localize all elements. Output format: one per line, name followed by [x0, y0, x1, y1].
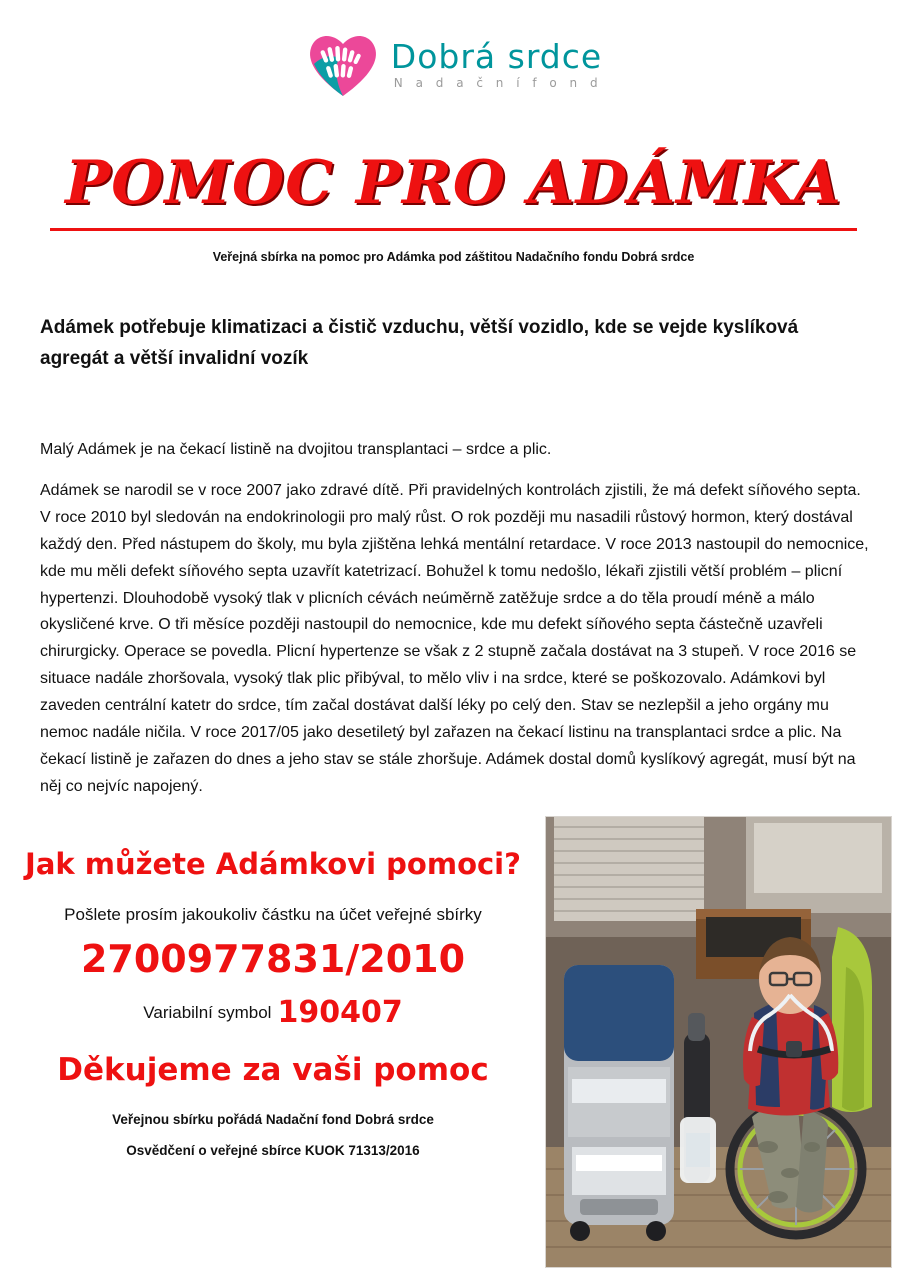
page-subtitle: Veřejná sbírka na pomoc pro Adámka pod záštitou Nadačního fondu Dobrá srdce [212, 250, 695, 264]
heart-with-hands-icon [305, 26, 381, 102]
foundation-logo [0, 26, 907, 102]
page-title: POMOC PRO ADÁMKA [65, 148, 842, 218]
needs-statement: Adámek potřebuje klimatizaci a čistič vzduchu, větší vozidlo, kde se vejde kyslíková agregát a větší invalidní vozík [40, 317, 799, 369]
donation-question: Jak můžete Adámkovi pomoci? [25, 847, 521, 881]
story-lead: Malý Adámek je na čekací listině na dvojitou transplantaci – srdce a plic. [40, 441, 552, 458]
variable-symbol-label: Variabilní symbol [143, 1003, 272, 1023]
variable-symbol-row [18, 995, 528, 1030]
story-body: Adámek se narodil se v roce 2007 jako zdravé dítě. Při pravidelných kontrolách zjistili, že má defekt síňového septa. V roce 2010 byl sledován na endokrinologii pro malý růst. O rok později mu nasadili růstový hormon, který dostával každý den. Před nástupem do školy, mu byla zjištěna lehká mentální retardace. V roce 2013 nastoupil do nemocnice, kde mu měli defekt síňového septa uzavřít katetrizací. Bohužel k tomu nedošlo, lékaři zjistili větší problém – plicní hypertenzi. Dlouhodobě vysoký tlak v plicních cévách neúměrně zatěžuje srdce a do těla proudí méně a málo okysličené krve. O tři měsíce později nastoupil do nemocnice, kde mu defekt síňového septa částečně uzavřeli chirurgicky. Operace se povedla. Plicní hypertenze se však z 2 stupně začala dostávat na 3 stupeň. V roce 2016 se situace nadále zhoršovala, vysoký tlak plic přibýval, to mělo vliv i na srdce, které se poškozovalo. Adámkovi byl zaveden centrální katetr do srdce, tím začal dostávat další léky po celý den. Stav se nezlepšil a jeho orgány mu nemoc nadále ničila. V roce 2017/05 jako desetiletý byl zařazen na čekací listinu na transplantaci srdce a plic. Na čekací listině je zařazen do dnes a jeho stav se stále zhoršuje. Adámek dostal domů kyslíkový agregát, musí být na něj co nejvíc napojený. [40, 482, 869, 795]
bank-account-number: 2700977831/2010 [80, 937, 466, 982]
photo-boy-with-oxygen-concentrator [545, 816, 892, 1268]
logo-subtitle: N a d a č n í f o n d [393, 75, 603, 90]
thanks-message: Děkujeme za vaši pomoc [57, 1052, 489, 1089]
donation-block [18, 845, 528, 1158]
certificate-note: Osvědčení o veřejné sbírce KUOK 71313/2016 [126, 1143, 420, 1159]
title-underline [50, 228, 857, 231]
variable-symbol-value: 190407 [277, 995, 403, 1031]
organizer-note: Veřejnou sbírku pořádá Nadační fond Dobrá srdce [112, 1112, 434, 1128]
logo-wordmark [390, 36, 603, 90]
logo-title: Dobrá srdce [390, 36, 603, 76]
donation-instruction: Pošlete prosím jakoukoliv částku na účet veřejné sbírky [64, 905, 482, 925]
